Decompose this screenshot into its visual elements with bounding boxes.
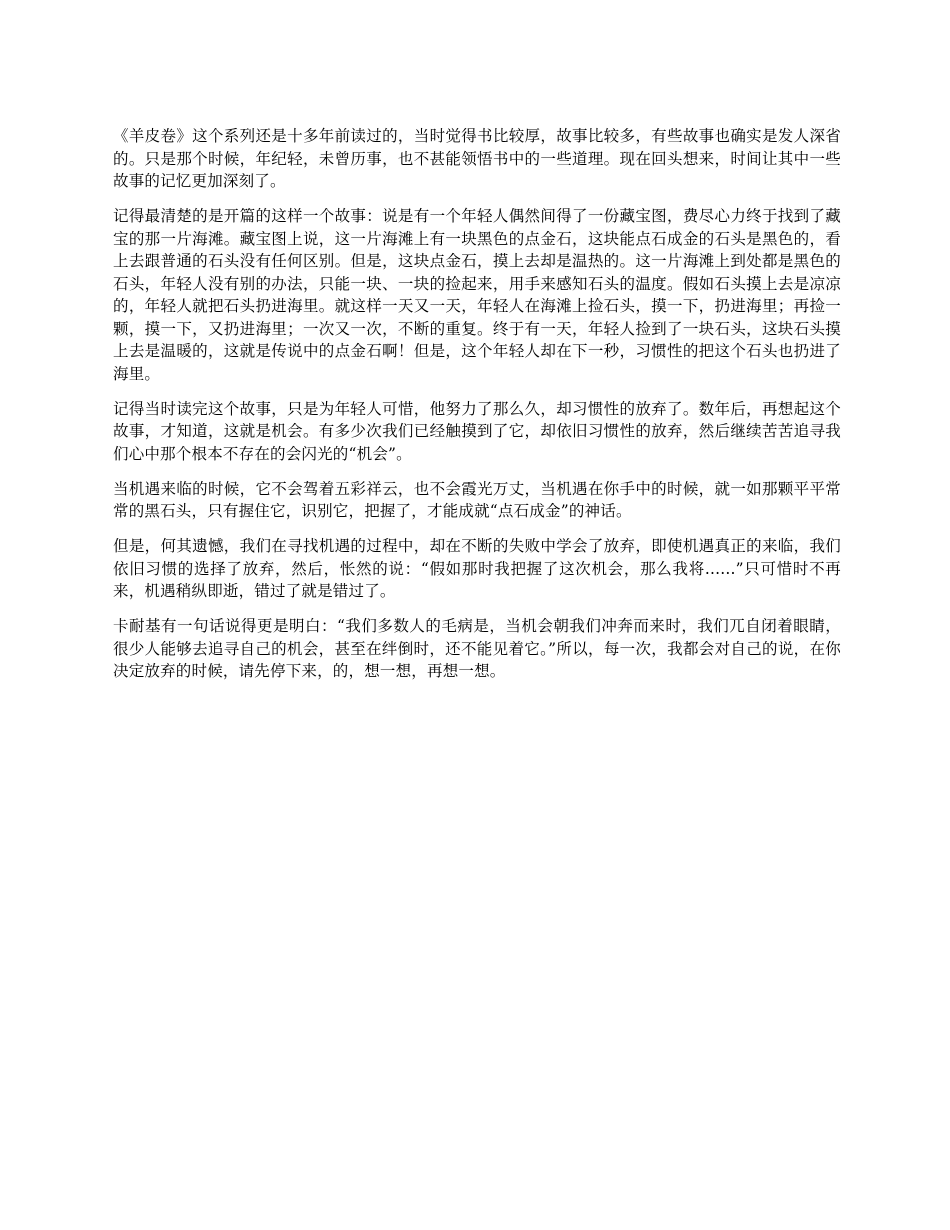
paragraph-intro: 《羊皮卷》这个系列还是十多年前读过的，当时觉得书比较厚，故事比较多，有些故事也确实是发人深省的。只是那个时候，年纪轻，未曾历事，也不甚能领悟书中的一些道理。现在回头想来，时间让其中一些故事的记忆更加深刻了。 [113, 127, 841, 190]
paragraph-opportunity: 当机遇来临的时候，它不会驾着五彩祥云，也不会霞光万丈，当机遇在你手中的时候，就一如那颗平平常常的黑石头，只有握住它，识别它，把握了，才能成就“点石成金”的神话。 [113, 479, 841, 520]
paragraph-story: 记得最清楚的是开篇的这样一个故事：说是有一个年轻人偶然间得了一份藏宝图，费尽心力终于找到了藏宝的那一片海滩。藏宝图上说，这一片海滩上有一块黑色的点金石，这块能点石成金的石头是黑色的，看上去跟普通的石头没有任何区别。但是，这块点金石，摸上去却是温热的。这一片海滩上到处都是黑色的石头，年轻人没有别的办法，只能一块、一块的捡起来，用手来感知石头的温度。假如石头摸上去是凉凉的，年轻人就把石头扔进海里。就这样一天又一天，年轻人在海滩上捡石头，摸一下，扔进海里；再捡一颗，摸一下，又扔进海里；一次又一次，不断的重复。终于有一天，年轻人捡到了一块石头，这块石头摸上去是温暖的，这就是传说中的点金石啊！但是，这个年轻人却在下一秒，习惯性的把这个石头也扔进了海里。 [113, 207, 841, 383]
document-body [113, 125, 841, 695]
paragraph-regret: 但是，何其遗憾，我们在寻找机遇的过程中，却在不断的失败中学会了放弃，即使机遇真正的来临，我们依旧习惯的选择了放弃，然后，怅然的说：“假如那时我把握了这次机会，那么我将......”只可惜时不再来，机遇稍纵即逝，错过了就是错过了。 [113, 537, 841, 600]
paragraph-reflection: 记得当时读完这个故事，只是为年轻人可惜，他努力了那么久，却习惯性的放弃了。数年后，再想起这个故事，才知道，这就是机会。有多少次我们已经触摸到了它，却依旧习惯性的放弃，然后继续苦苦追寻我们心中那个根本不存在的会闪光的“机会”。 [113, 399, 841, 463]
paragraph-carnegie-quote: 卡耐基有一句话说得更是明白：“我们多数人的毛病是，当机会朝我们冲奔而来时，我们兀自闭着眼睛，很少人能够去追寻自己的机会，甚至在绊倒时，还不能见着它。”所以，每一次，我都会对自己的说，在你决定放弃的时候，请先停下来，的，想一想，再想一想。 [113, 617, 841, 680]
